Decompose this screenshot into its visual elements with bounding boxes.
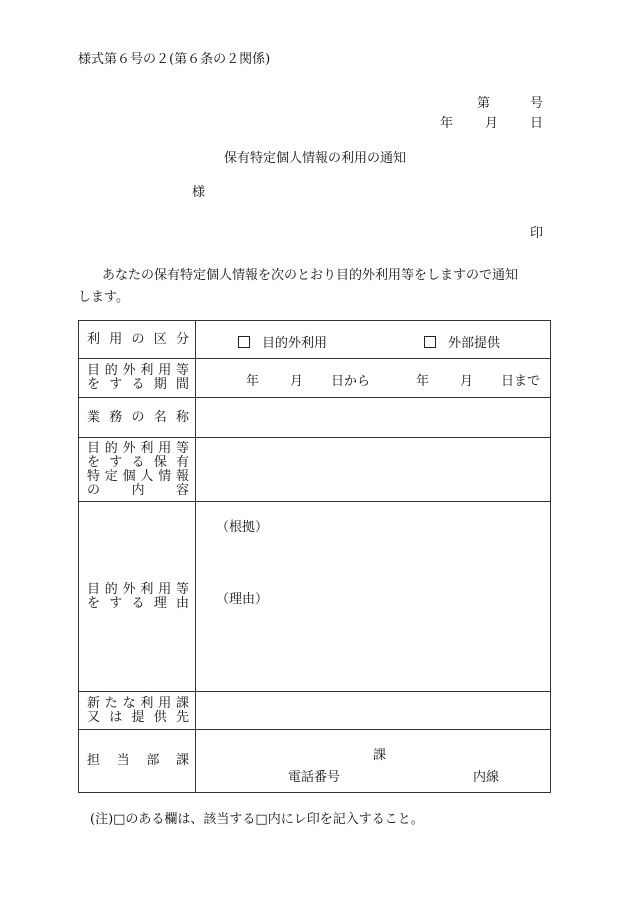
seal-mark: 印 xyxy=(529,226,543,241)
label-text: を す る 理 由 xyxy=(87,595,189,611)
checkbox-icon[interactable] xyxy=(238,336,250,348)
info-content-field[interactable] xyxy=(196,438,551,502)
document-date-line xyxy=(440,112,543,131)
label-business-name xyxy=(79,398,196,438)
label-text: を す る 保 有 xyxy=(87,454,189,470)
label-department xyxy=(79,730,196,793)
period-from-year: 年 xyxy=(246,374,260,389)
row-business-name xyxy=(79,398,551,438)
reason-label: （理由） xyxy=(216,592,269,607)
business-name-field[interactable] xyxy=(196,398,551,438)
number-go: 号 xyxy=(529,96,543,111)
label-text: の 内 容 xyxy=(87,482,189,498)
period-from-month: 月 xyxy=(290,374,304,389)
basis-label: （根拠） xyxy=(216,520,269,535)
option-outside-purpose-label: 目的外利用 xyxy=(262,336,328,351)
label-text: を す る 期 間 xyxy=(87,377,189,392)
period-to-month: 月 xyxy=(460,374,474,389)
period-cell[interactable] xyxy=(196,359,551,398)
usage-type-cell xyxy=(196,321,551,359)
label-usage-type xyxy=(79,321,196,359)
date-day: 日 xyxy=(529,116,543,131)
period-to-year: 年 xyxy=(416,374,430,389)
number-dai: 第 xyxy=(476,96,490,111)
notice-body xyxy=(78,265,570,309)
label-text: 目的外利用等 xyxy=(87,581,189,597)
label-text: 特定個人情報 xyxy=(87,468,189,484)
footnote: (注)□のある欄は、該当する□内にレ印を記入すること。 xyxy=(90,812,424,827)
row-reason xyxy=(79,502,551,692)
department-ka: 課 xyxy=(373,748,387,763)
label-text: 目的外利用等 xyxy=(87,440,189,456)
notice-body-line1: あなたの保有特定個人情報を次のとおり目的外利用等をしますので通知 xyxy=(102,268,519,283)
period-to-day: 日まで xyxy=(501,374,541,389)
row-period xyxy=(79,359,551,398)
label-info-content xyxy=(79,438,196,502)
phone-number-label: 電話番号 xyxy=(288,770,341,785)
period-from-day: 日から xyxy=(331,374,371,389)
notice-body-line2: します。 xyxy=(78,290,129,305)
option-external-provision[interactable] xyxy=(424,332,500,351)
form-number-title: 様式第６号の２(第６条の２関係) xyxy=(78,52,271,67)
label-text: 目的外利用等 xyxy=(87,363,189,378)
label-period xyxy=(79,359,196,398)
option-external-provision-label: 外部提供 xyxy=(448,336,501,351)
label-text: 業 務 の 名 称 xyxy=(87,409,189,425)
label-text: 担 当 部 課 xyxy=(87,753,189,768)
option-outside-purpose[interactable] xyxy=(238,332,327,351)
label-text: 又 は 提 供 先 xyxy=(87,709,189,725)
label-new-destination xyxy=(79,692,196,730)
checkbox-icon[interactable] xyxy=(424,336,436,348)
label-text: 利 用 の 区 分 xyxy=(87,331,189,347)
row-department xyxy=(79,730,551,793)
addressee-suffix: 様 xyxy=(192,185,206,200)
notice-form-table xyxy=(78,320,551,793)
document-number-line xyxy=(477,92,543,111)
date-year: 年 xyxy=(439,116,453,131)
department-cell[interactable] xyxy=(196,730,551,793)
label-reason xyxy=(79,502,196,692)
row-new-destination xyxy=(79,692,551,730)
new-destination-field[interactable] xyxy=(196,692,551,730)
extension-label: 内線 xyxy=(473,770,500,785)
document-title: 保有特定個人情報の利用の通知 xyxy=(223,151,406,166)
row-usage-type xyxy=(79,321,551,359)
reason-cell[interactable] xyxy=(196,502,551,692)
label-text: 新たな利用課 xyxy=(87,695,189,711)
date-month: 月 xyxy=(484,116,498,131)
row-info-content xyxy=(79,438,551,502)
